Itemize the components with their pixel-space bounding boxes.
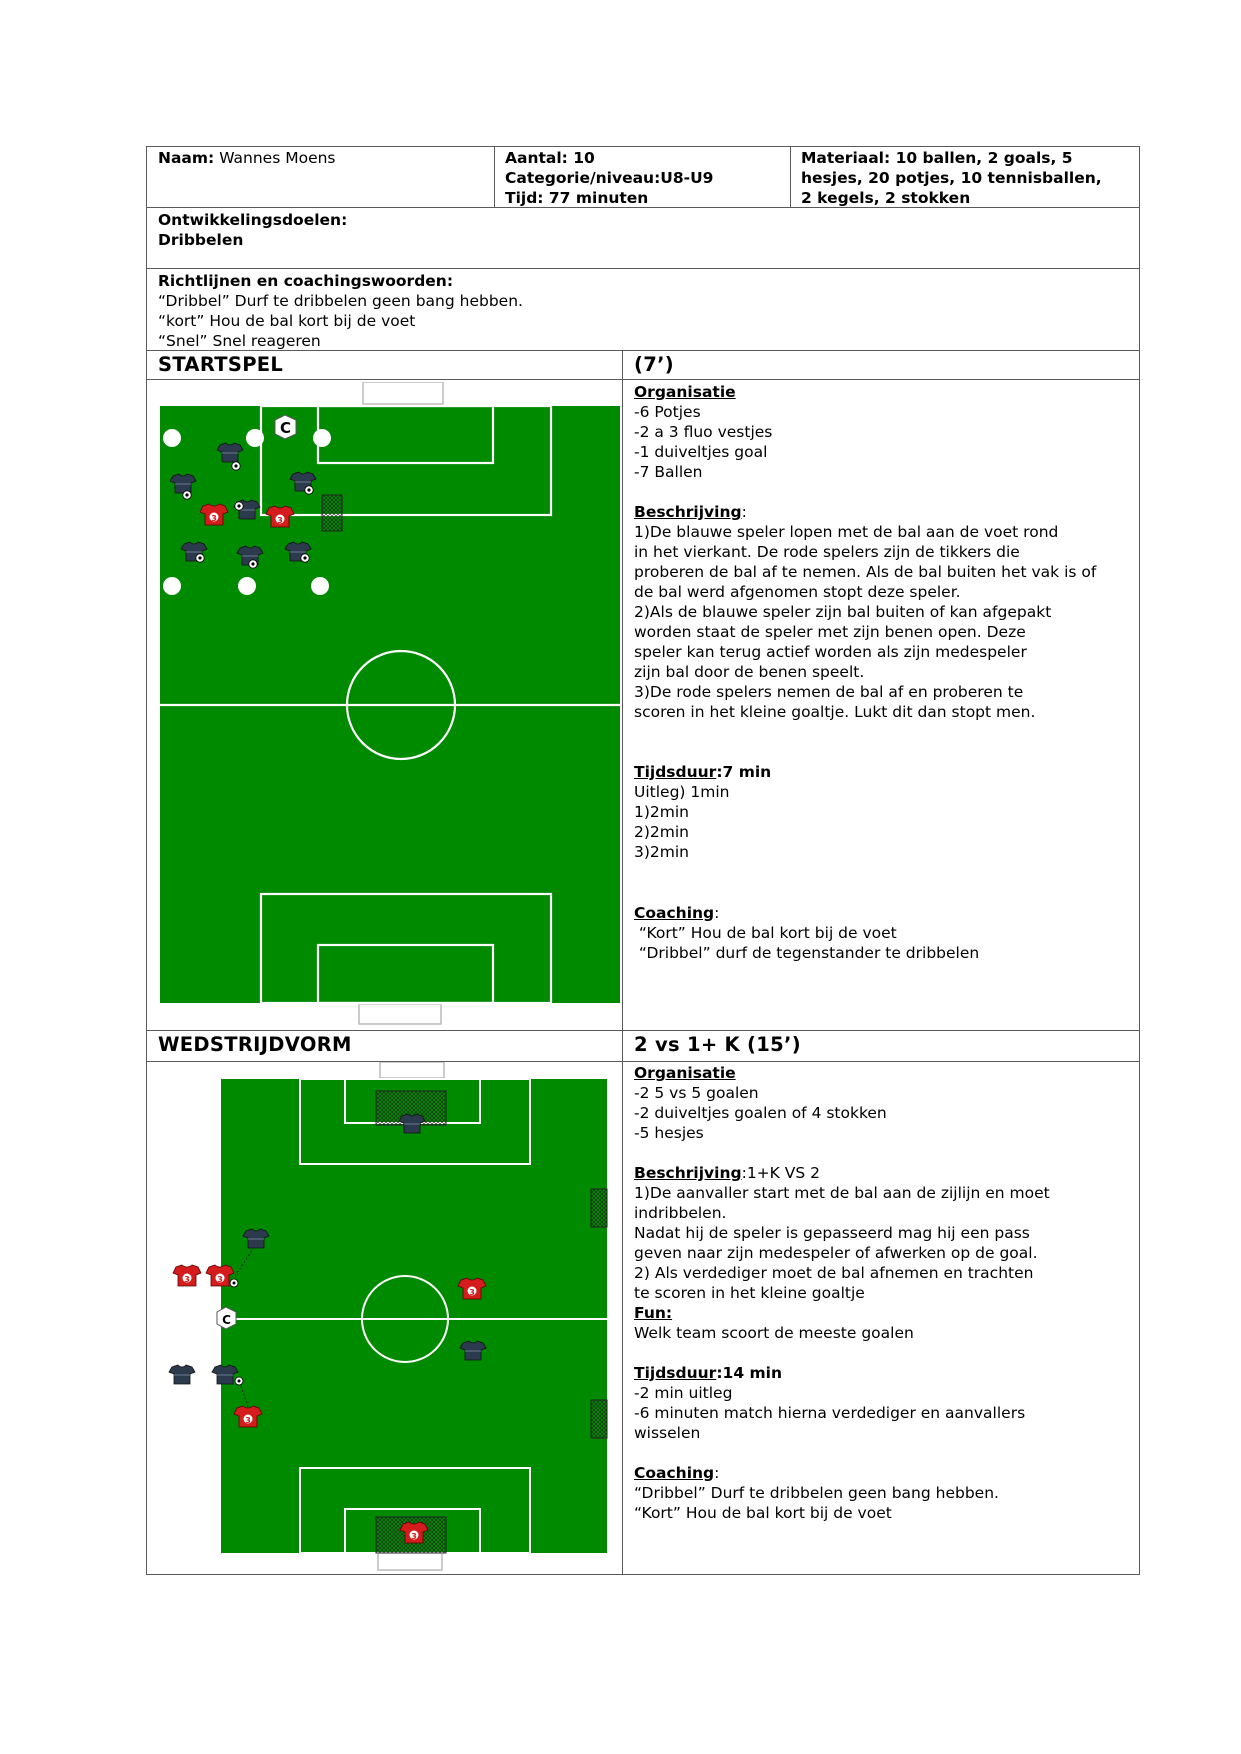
ball-icon [196, 554, 204, 562]
startspel-org-line: -7 Ballen [634, 463, 703, 481]
wedstrijd-title: WEDSTRIJDVORM [158, 1033, 352, 1056]
startspel-besch-line: 3)De rode spelers nemen de bal af en proberen te [634, 683, 1024, 701]
svg-text:C: C [279, 419, 292, 437]
wedstrijd-fun-line: Welk team scoort de meeste goalen [634, 1324, 914, 1342]
startspel-org-line: -1 duiveltjes goal [634, 443, 768, 461]
startspel-coach-line: “Kort” Hou de bal kort bij de voet [634, 924, 897, 942]
small-goal-icon [322, 495, 342, 531]
startspel-tijd-line: 3)2min [634, 843, 689, 861]
pot-icon [246, 429, 264, 447]
startspel-besch-heading [634, 502, 747, 522]
startspel-besch-label: Beschrijving [634, 503, 742, 521]
startspel-besch-line: speler kan terug actief worden als zijn medespeler [634, 643, 1027, 661]
svg-text:3: 3 [245, 1416, 251, 1425]
svg-text:3: 3 [277, 516, 283, 525]
startspel-besch-colon: : [741, 503, 747, 521]
materiaal-line: hesjes, 20 potjes, 10 tennisballen, [801, 169, 1102, 187]
startspel-tijd-heading [634, 762, 771, 782]
startspel-org-line: -6 Potjes [634, 403, 701, 421]
blue-player-icon [169, 1365, 195, 1384]
ball-icon [232, 462, 240, 470]
doelen-value: Dribbelen [158, 231, 244, 249]
startspel-org-line: -2 a 3 fluo vestjes [634, 423, 773, 441]
ball-icon [249, 560, 257, 568]
wedstrijd-tijd-line: -6 minuten match hierna verdediger en aanvallers [634, 1404, 1026, 1422]
top-goal [363, 382, 443, 404]
svg-text:3: 3 [184, 1275, 190, 1284]
wedstrijd-duration: 2 vs 1+ K (15’) [634, 1033, 801, 1056]
richtlijnen-label: Richtlijnen en coachingswoorden: [158, 272, 454, 290]
wedstrijd-tijd-line: wisselen [634, 1424, 701, 1442]
wedstrijd-besch-value: :1+K VS 2 [741, 1164, 820, 1182]
wedstrijd-besch-line: geven naar zijn medespeler of afwerken op de goal. [634, 1244, 1038, 1262]
startspel-tijd-value: :7 min [716, 763, 772, 781]
small-goal-icon [591, 1189, 607, 1227]
red-player-icon [173, 1265, 201, 1286]
startspel-besch-line: in het vierkant. De rode spelers zijn de tikkers die [634, 543, 1020, 561]
wedstrijd-besch-line: indribbelen. [634, 1204, 727, 1222]
svg-text:3: 3 [217, 1275, 223, 1284]
doelen-label: Ontwikkelingsdoelen: [158, 211, 348, 229]
startspel-pitch-diagram [150, 382, 620, 1027]
pot-icon [313, 429, 331, 447]
pitch-surface [221, 1079, 607, 1553]
wedstrijd-besch-line: te scoren in het kleine goaltje [634, 1284, 865, 1302]
startspel-tijd-label: Tijdsduur [634, 763, 717, 781]
svg-text:3: 3 [411, 1532, 417, 1541]
startspel-org-label: Organisatie [634, 383, 736, 401]
wedstrijd-org-line: -2 5 vs 5 goalen [634, 1084, 759, 1102]
wedstrijd-besch-line: Nadat hij de speler is gepasseerd mag hij een pass [634, 1224, 1030, 1242]
ball-icon [230, 1279, 238, 1287]
startspel-besch-line: scoren in het kleine goaltje. Lukt dit dan stopt men. [634, 703, 1036, 721]
richtlijn-line: “Snel” Snel reageren [158, 332, 321, 350]
startspel-coach-line: “Dribbel” durf de tegenstander te dribbelen [634, 944, 980, 962]
startspel-duration: (7’) [634, 353, 674, 376]
startspel-coach-colon: : [714, 904, 720, 922]
startspel-tijd-line: Uitleg) 1min [634, 783, 730, 801]
naam-label: Naam: [158, 149, 215, 167]
naam-field [158, 148, 336, 168]
wedstrijd-tijd-label: Tijdsduur [634, 1364, 717, 1382]
wedstrijd-coach-heading [634, 1463, 719, 1483]
svg-text:C: C [222, 1313, 231, 1327]
wedstrijd-org-line: -2 duiveltjes goalen of 4 stokken [634, 1104, 887, 1122]
startspel-besch-line: proberen de bal af te nemen. Als de bal buiten het vak is of [634, 563, 1097, 581]
pot-icon [238, 577, 256, 595]
wedstrijd-tijd-line: -2 min uitleg [634, 1384, 733, 1402]
bottom-goal [378, 1553, 442, 1570]
wedstrijd-fun-label: Fun: [634, 1304, 673, 1322]
wedstrijd-coach-line: “Kort” Hou de bal kort bij de voet [634, 1504, 892, 1522]
startspel-tijd-line: 2)2min [634, 823, 689, 841]
wedstrijd-org-line: -5 hesjes [634, 1124, 704, 1142]
startspel-besch-line: zijn bal door de benen speelt. [634, 663, 865, 681]
tijd-field: Tijd: 77 minuten [505, 189, 649, 207]
top-goal [380, 1062, 444, 1078]
wedstrijd-coach-line: “Dribbel” Durf te dribbelen geen bang hebben. [634, 1484, 999, 1502]
pot-icon [311, 577, 329, 595]
svg-text:3: 3 [211, 514, 217, 523]
startspel-coach-heading [634, 903, 719, 923]
svg-text:3: 3 [469, 1288, 475, 1297]
startspel-besch-line: 2)Als de blauwe speler zijn bal buiten of kan afgepakt [634, 603, 1052, 621]
startspel-coach-label: Coaching [634, 904, 715, 922]
startspel-besch-line: de bal werd afgenomen stopt deze speler. [634, 583, 961, 601]
coach-badge-icon [217, 1307, 236, 1329]
pot-icon [163, 429, 181, 447]
small-goal-icon [591, 1400, 607, 1438]
materiaal-line: Materiaal: 10 ballen, 2 goals, 5 [801, 149, 1073, 167]
wedstrijd-tijd-heading [634, 1363, 782, 1383]
startspel-besch-line: 1)De blauwe speler lopen met de bal aan de voet rond [634, 523, 1059, 541]
wedstrijd-coach-label: Coaching [634, 1464, 715, 1482]
wedstrijd-tijd-value: :14 min [716, 1364, 783, 1382]
startspel-besch-line: worden staat de speler met zijn benen open. Deze [634, 623, 1026, 641]
materiaal-line: 2 kegels, 2 stokken [801, 189, 971, 207]
richtlijn-line: “kort” Hou de bal kort bij de voet [158, 312, 416, 330]
wedstrijd-besch-heading [634, 1163, 820, 1183]
ball-icon [301, 554, 309, 562]
wedstrijd-besch-line: 1)De aanvaller start met de bal aan de zijlijn en moet [634, 1184, 1050, 1202]
wedstrijd-besch-label: Beschrijving [634, 1164, 742, 1182]
ball-icon [235, 502, 243, 510]
ball-icon [183, 491, 191, 499]
coach-badge-icon [275, 415, 296, 439]
ball-icon [235, 1377, 243, 1385]
pot-icon [163, 577, 181, 595]
richtlijn-line: “Dribbel” Durf te dribbelen geen bang hebben. [158, 292, 523, 310]
wedstrijd-pitch-diagram [150, 1062, 620, 1572]
wedstrijd-besch-line: 2) Als verdediger moet de bal afnemen en trachten [634, 1264, 1034, 1282]
ball-icon [305, 486, 313, 494]
startspel-tijd-line: 1)2min [634, 803, 689, 821]
wedstrijd-coach-colon: : [714, 1464, 720, 1482]
categorie-field: Categorie/niveau:U8-U9 [505, 169, 714, 187]
naam-value: Wannes Moens [219, 149, 336, 167]
bottom-goal [359, 1004, 441, 1024]
startspel-title: STARTSPEL [158, 353, 284, 376]
wedstrijd-org-label: Organisatie [634, 1064, 736, 1082]
aantal-field: Aantal: 10 [505, 149, 595, 167]
